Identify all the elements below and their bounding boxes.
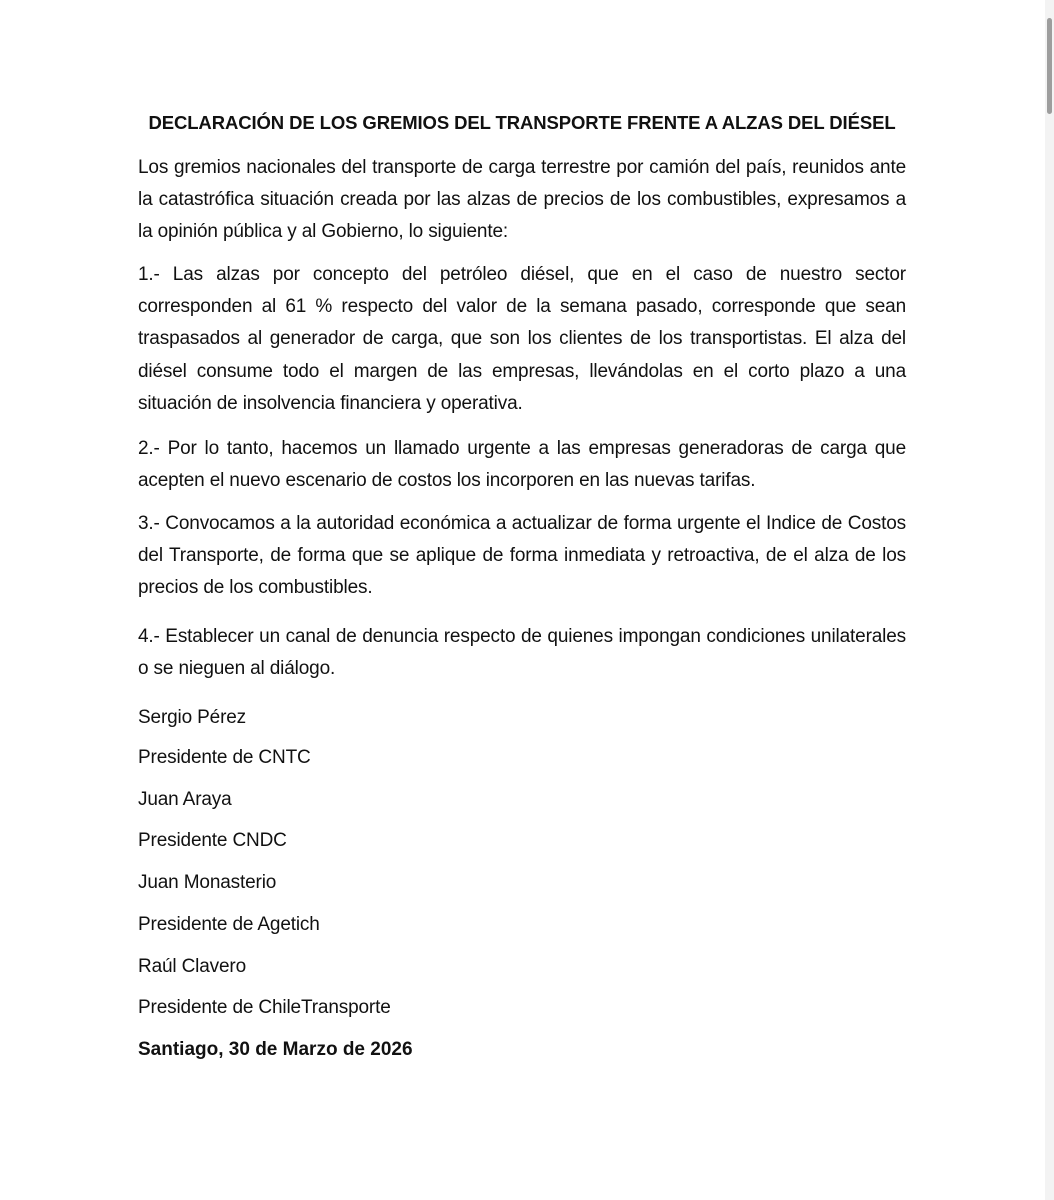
signatory-role-2: Presidente CNDC [138, 830, 287, 851]
point-4-paragraph: 4.- Establecer un canal de denuncia respecto de quienes impongan condiciones unilaterales o se nieguen al diálogo. [138, 626, 906, 680]
document-date: Santiago, 30 de Marzo de 2026 [138, 1039, 413, 1060]
signatory-name-3: Juan Monasterio [138, 872, 277, 893]
point-3-paragraph: 3.- Convocamos a la autoridad económica a actualizar de forma urgente el Indice de Costos del Transporte, de forma que se aplique de forma inmediata y retroactiva, de el alza de los precios de los combustibles. [138, 513, 906, 599]
point-2-paragraph: 2.- Por lo tanto, hacemos un llamado urgente a las empresas generadoras de carga que acepten el nuevo escenario de costos los incorporen en las nuevas tarifas. [138, 438, 906, 492]
vertical-scrollbar[interactable] [1045, 0, 1054, 1200]
signatory-role-3: Presidente de Agetich [138, 914, 320, 935]
document-title: DECLARACIÓN DE LOS GREMIOS DEL TRANSPORTE FRENTE A ALZAS DEL DIÉSEL [148, 112, 896, 133]
intro-paragraph: Los gremios nacionales del transporte de carga terrestre por camión del país, reunidos ante la catastrófica situación creada por las alzas de precios de los combustibles, expresamos a la opinión pública y al Gobierno, lo siguiente: [138, 157, 906, 243]
scrollbar-thumb[interactable] [1047, 18, 1052, 114]
signatory-name-4: Raúl Clavero [138, 956, 247, 977]
signatory-name-1: Sergio Pérez [138, 707, 247, 728]
point-1-paragraph: 1.- Las alzas por concepto del petróleo diésel, que en el caso de nuestro sector corresponden al 61 % respecto del valor de la semana pasado, corresponde que sean traspasados al generador de carga, que son los clientes de los transportistas. El alza del diésel consume todo el margen de las empresas, llevándolas en el corto plazo a una situación de insolvencia financiera y operativa. [138, 264, 906, 414]
signatory-role-1: Presidente de CNTC [138, 747, 311, 768]
signatory-role-4: Presidente de ChileTransporte [138, 997, 391, 1018]
signatory-name-2: Juan Araya [138, 789, 232, 810]
